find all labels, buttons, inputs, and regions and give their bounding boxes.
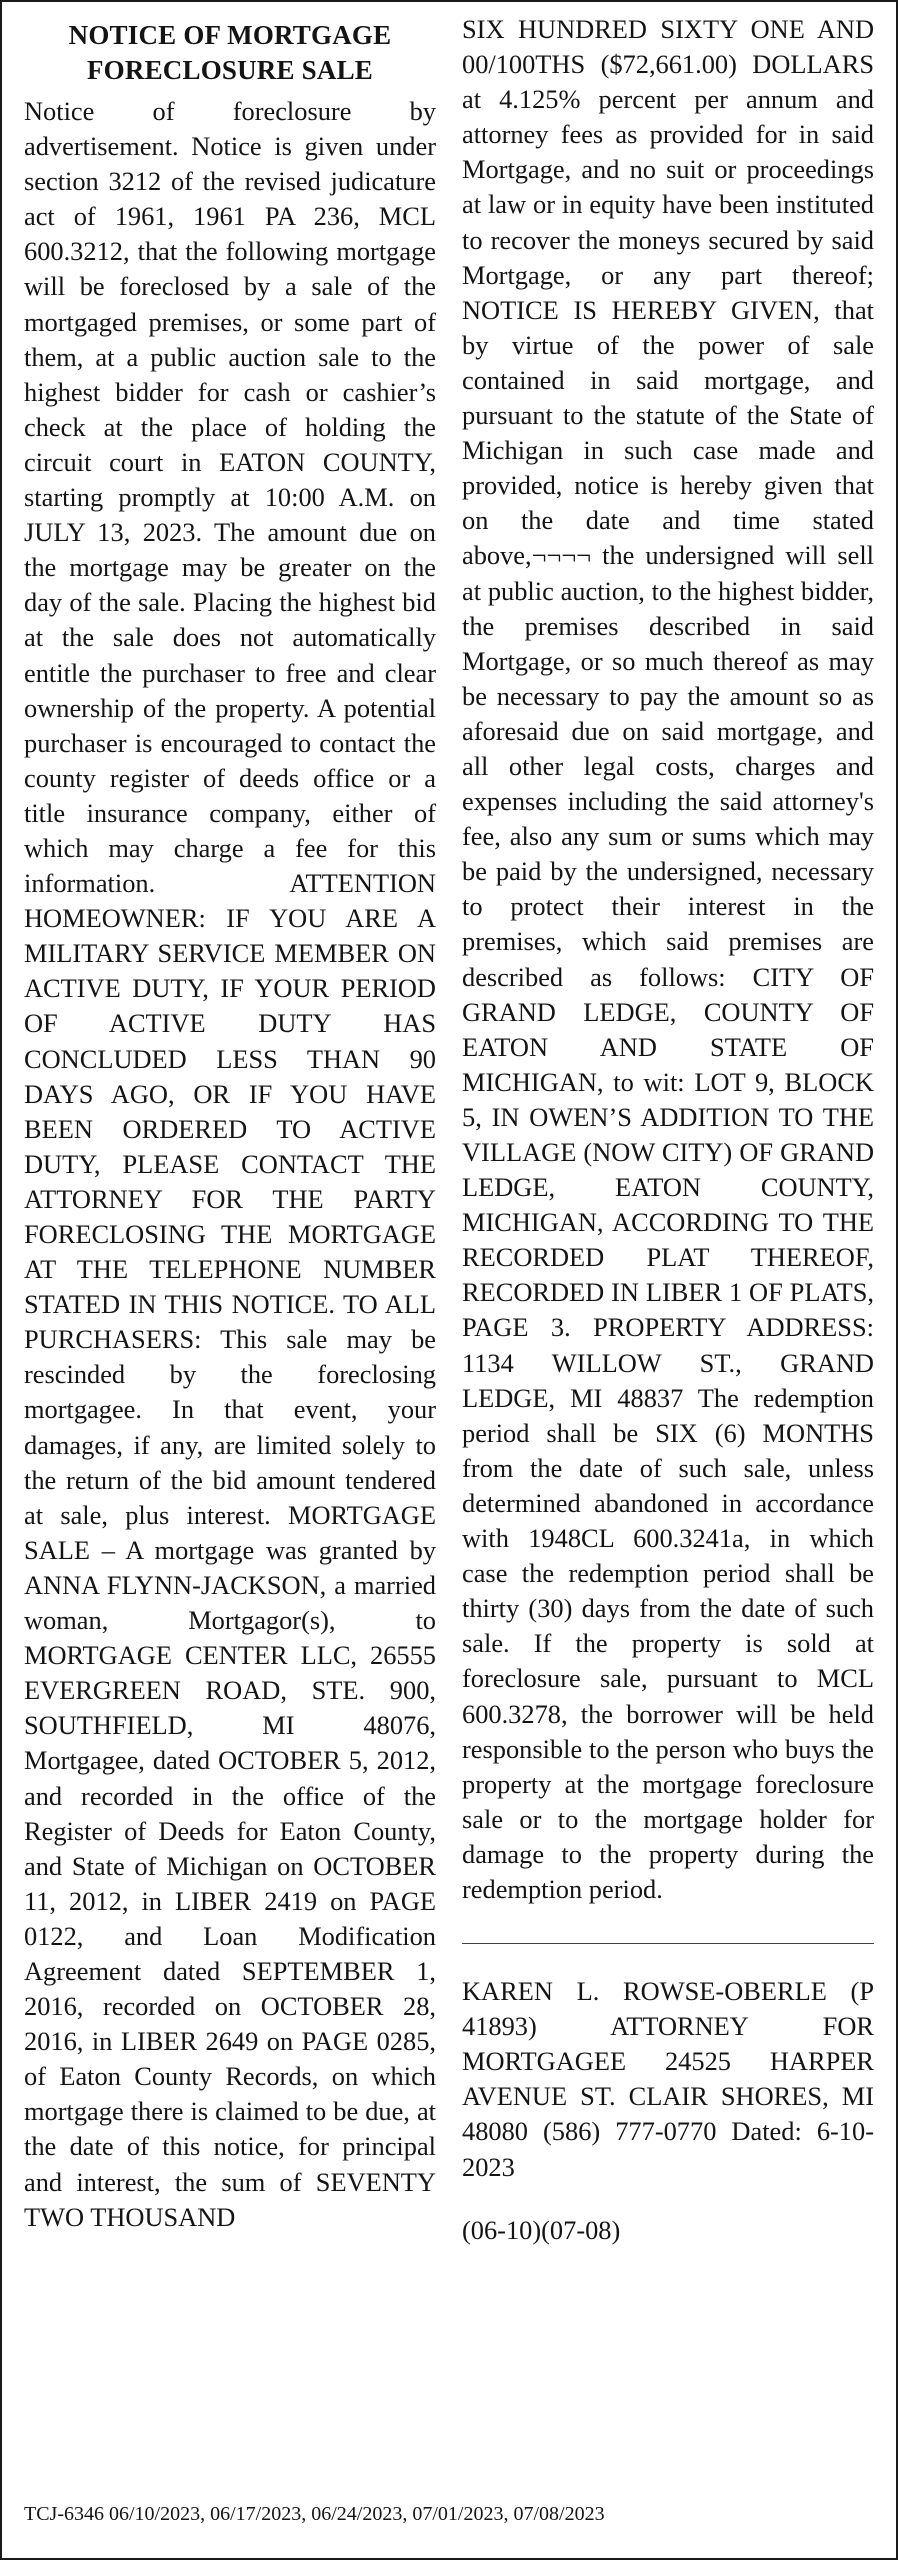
notice-body-part-1: Notice of foreclosure by advertisement. Notice is given under section 3212 of the revised judicature act of 1961, 1961 PA 236, MCL 600.3212, that the following mortgage will be foreclosed by a sale of the mortgaged premises, or some part of them, at a public auction sale to the highest bidder for cash or cashier’s check at the place of holding the circuit court in EATON COUNTY, starting promptly at 10:00 A.M. on JULY 13, 2023. The amount due on the mortgage may be greater on the day of the sale. Placing the highest bid at the sale does not automatically entitle the purchaser to free and clear ownership of the property. A potential purchaser is encouraged to contact the county register of deeds office or a title insurance company, either of which may charge a fee for this information. ATTENTION HOMEOWNER: IF YOU ARE A MILITARY SERVICE MEMBER ON ACTIVE DUTY, IF YOUR PERIOD OF ACTIVE DUTY HAS CONCLUDED LESS THAN 90 DAYS AGO, OR IF YOU HAVE BEEN ORDERED TO ACTIVE DUTY, PLEASE CONTACT THE ATTORNEY FOR THE PARTY FORECLOSING THE MORTGAGE AT THE TELEPHONE NUMBER STATED IN THIS NOTICE. TO ALL PURCHASERS: This sale may be rescinded by the foreclosing mortgagee. In that event, your damages, if any, are limited solely to the return of the bid amount tendered at sale, plus interest. MORTGAGE SALE – A mortgage was granted by ANNA FLYNN-JACKSON, a married woman, Mortgagor(s), to MORTGAGE CENTER LLC, 26555 EVERGREEN ROAD, STE. 900, SOUTHFIELD, MI 48076, Mortgagee, dated OCTOBER 5, 2012, and recorded in the office of the Register of Deeds for Eaton County, and State of Michigan on OCTOBER 11, 2012, in LIBER 2419 on PAGE 0122, and Loan Modification Agreement dated SEPTEMBER 1, 2016, recorded on OCTOBER 28, 2016, in LIBER 2649 on PAGE 0285, of Eaton County Records, on which mortgage there is claimed to be due, at the date of this notice, for principal and interest, the sum of SEVENTY TWO THOUSAND	[24, 96, 436, 2232]
notice-columns	[24, 12, 874, 2452]
section-divider	[462, 1943, 874, 1944]
notice-column-right	[462, 12, 874, 2452]
attorney-signature-block: KAREN L. ROWSE-OBERLE (P 41893) ATTORNEY FOR MORTGAGEE 24525 HARPER AVENUE ST. CLAIR SHORES, MI 48080 (586) 777-0770 Dated: 6-10-2023	[462, 1976, 874, 2182]
notice-body-part-2: SIX HUNDRED SIXTY ONE AND 00/100THS ($72,661.00) DOLLARS at 4.125% percent per annum and attorney fees as provided for in said Mortgage, and no suit or proceedings at law or in equity have been instituted to recover the moneys secured by said Mortgage, or any part thereof; NOTICE IS HEREBY GIVEN, that by virtue of the power of sale contained in said mortgage, and pursuant to the statute of the State of Michigan in such case made and provided, notice is hereby given that on the date and time stated above,¬¬¬¬ the undersigned will sell at public auction, to the highest bidder, the premises described in said Mortgage, or so much thereof as may be necessary to pay the amount so as aforesaid due on said mortgage, and all other legal costs, charges and expenses including the said attorney's fee, also any sum or sums which may be paid by the undersigned, necessary to protect their interest in the premises, which said premises are described as follows: CITY OF GRAND LEDGE, COUNTY OF EATON AND STATE OF MICHIGAN, to wit: LOT 9, BLOCK 5, IN OWEN’S ADDITION TO THE VILLAGE (NOW CITY) OF GRAND LEDGE, EATON COUNTY, MICHIGAN, ACCORDING TO THE RECORDED PLAT THEREOF, RECORDED IN LIBER 1 OF PLATS, PAGE 3. PROPERTY ADDRESS: 1134 WILLOW ST., GRAND LEDGE, MI 48837 The redemption period shall be SIX (6) MONTHS from the date of such sale, unless determined abandoned in accordance with 1948CL 600.3241a, in which case the redemption period shall be thirty (30) days from the date of such sale. If the property is sold at foreclosure sale, pursuant to MCL 600.3278, the borrower will be held responsible to the person who buys the property at the mortgage foreclosure sale or to the mortgage holder for damage to the property during the redemption period.	[462, 14, 874, 1904]
notice-column-left	[24, 12, 436, 2452]
notice-title: NOTICE OF MORTGAGE FORECLOSURE SALE	[68, 20, 392, 85]
publication-dates-footer: TCJ-6346 06/10/2023, 06/17/2023, 06/24/2023, 07/01/2023, 07/08/2023	[24, 2503, 605, 2525]
publication-code: (06-10)(07-08)	[462, 2214, 621, 2245]
